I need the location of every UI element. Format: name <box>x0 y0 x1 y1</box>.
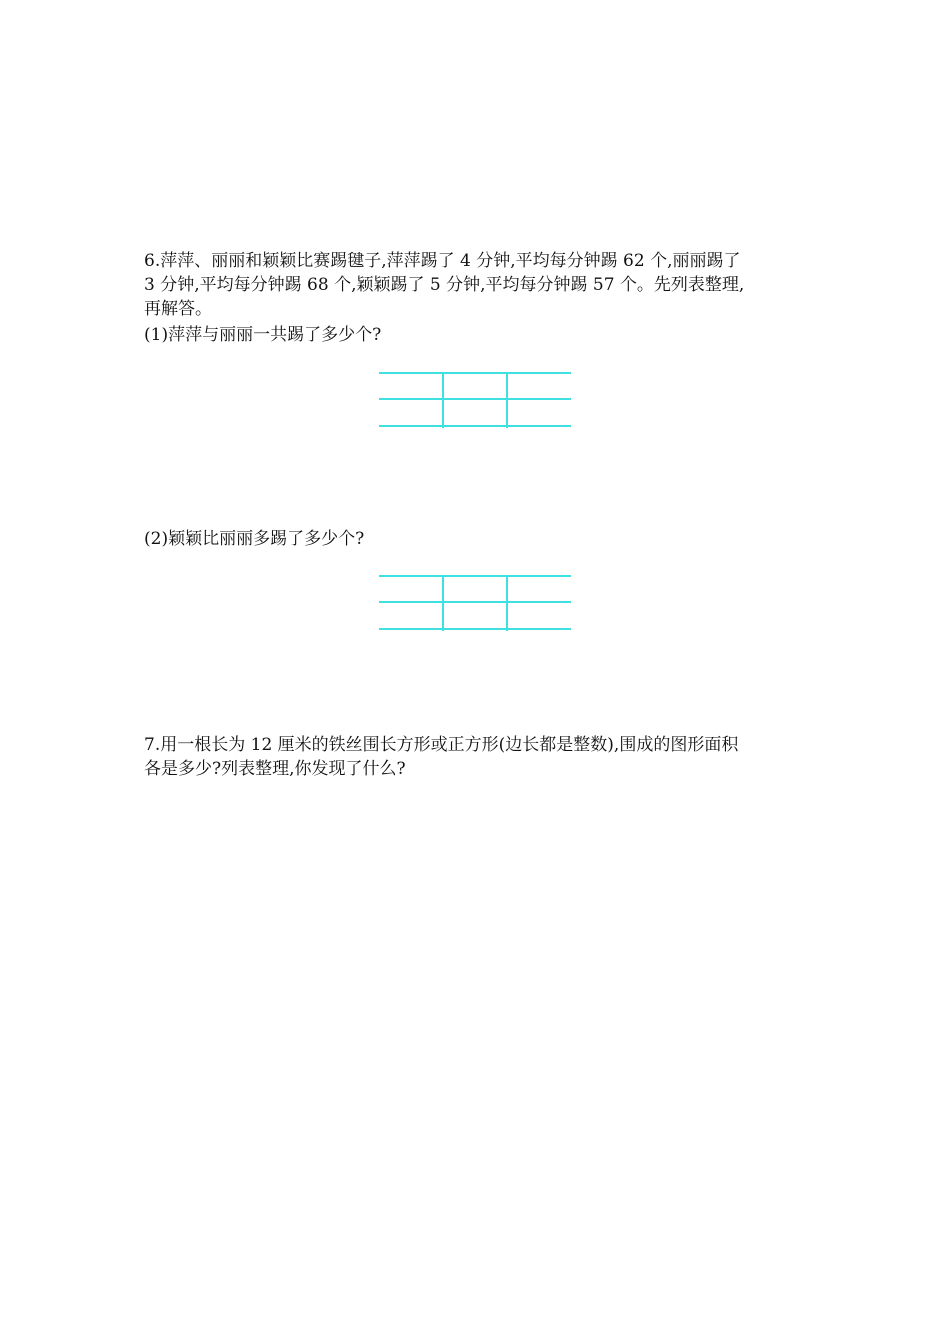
table-1-top-rule <box>379 372 571 374</box>
table-2-bottom-rule <box>379 628 571 630</box>
answer-table-1 <box>379 372 571 428</box>
question-6-part-1-text: (1)萍萍与丽丽一共踢了多少个? <box>144 325 382 345</box>
table-1-column-divider-2 <box>506 372 508 428</box>
question-6 <box>144 249 814 321</box>
question-6-part-2-text: (2)颖颖比丽丽多踢了多少个? <box>144 529 365 549</box>
table-2-column-divider-1 <box>442 575 444 631</box>
question-6-line-1: 6.萍萍、丽丽和颖颖比赛踢毽子,萍萍踢了 4 分钟,平均每分钟踢 62 个,丽丽踢了 <box>144 251 741 271</box>
table-1-middle-rule <box>379 398 571 400</box>
table-2-column-divider-2 <box>506 575 508 631</box>
answer-table-2 <box>379 575 571 631</box>
table-1-bottom-rule <box>379 425 571 427</box>
question-7-line-1: 7.用一根长为 12 厘米的铁丝围长方形或正方形(边长都是整数),围成的图形面积 <box>144 735 739 755</box>
question-7-line-2: 各是多少?列表整理,你发现了什么? <box>144 759 406 779</box>
question-7 <box>144 733 814 781</box>
question-6-part-1 <box>144 323 814 347</box>
question-6-line-2: 3 分钟,平均每分钟踢 68 个,颖颖踢了 5 分钟,平均每分钟踢 57 个。先列表整理, <box>144 275 745 295</box>
question-6-line-3: 再解答。 <box>144 299 212 319</box>
table-2-middle-rule <box>379 601 571 603</box>
table-1-column-divider-1 <box>442 372 444 428</box>
question-6-part-2 <box>144 527 814 551</box>
table-2-top-rule <box>379 575 571 577</box>
